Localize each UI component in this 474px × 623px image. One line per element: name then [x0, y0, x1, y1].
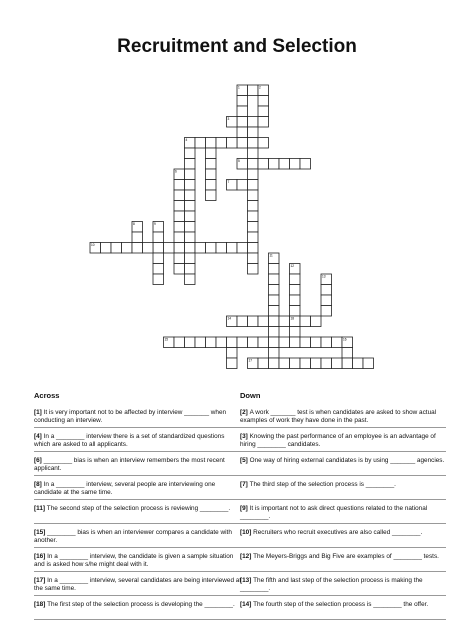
grid-cell[interactable]: [174, 201, 185, 212]
grid-cell[interactable]: [237, 127, 248, 138]
clue-number: [4]: [34, 433, 44, 440]
clue-number: [13]: [240, 577, 254, 584]
grid-cell[interactable]: [237, 337, 248, 348]
grid-cell[interactable]: [122, 243, 133, 254]
down-heading: Down: [240, 391, 261, 400]
grid-cell[interactable]: [342, 358, 353, 369]
grid-cell[interactable]: [269, 316, 280, 327]
clue-down-9: [240, 503, 446, 524]
grid-cell[interactable]: [321, 358, 332, 369]
cell-number: 15: [164, 337, 169, 342]
grid-cell[interactable]: [269, 274, 280, 285]
grid-cell[interactable]: [174, 211, 185, 222]
grid-cell[interactable]: [153, 243, 164, 254]
grid-cell[interactable]: [258, 337, 269, 348]
clue-text: In a ________ interview, several candidates are being interviewed at the same time.: [34, 577, 242, 592]
grid-cell[interactable]: [321, 295, 332, 306]
clue-number: [7]: [240, 481, 250, 488]
clue-text: The Meyers-Briggs and Big Five are examples of ________ tests.: [253, 553, 439, 560]
grid-cell[interactable]: [321, 285, 332, 296]
grid-cell[interactable]: [164, 243, 175, 254]
grid-cell[interactable]: [237, 316, 248, 327]
cell-number: 2: [259, 85, 261, 90]
grid-cell[interactable]: [227, 348, 238, 359]
grid-cell[interactable]: [290, 327, 301, 338]
grid-cell[interactable]: [195, 138, 206, 149]
grid-cell[interactable]: [153, 253, 164, 264]
clue-across-1: [34, 407, 242, 428]
clue-number: [2]: [240, 409, 250, 416]
grid-cell[interactable]: [185, 169, 196, 180]
cell-number: 4: [185, 138, 188, 142]
cell-number: 5: [238, 159, 240, 163]
clue-down-5: [240, 455, 446, 476]
cell-number: 11: [269, 253, 273, 258]
cell-number: 12: [290, 264, 295, 268]
clue-text: In a ________ interview there is a set of standardized questions which are asked to all applicants.: [34, 433, 225, 448]
grid-cell[interactable]: [321, 337, 332, 348]
grid-cell[interactable]: [206, 337, 217, 348]
grid-cell[interactable]: [174, 190, 185, 201]
clue-text: The second step of the selection process is reviewing ________.: [46, 505, 231, 512]
clue-down-2: [240, 407, 446, 428]
grid-cell[interactable]: [248, 253, 259, 264]
grid-cell[interactable]: [300, 358, 311, 369]
clue-text: It is important not to ask direct questions related to the national ________.: [240, 505, 428, 520]
grid-cell[interactable]: [248, 159, 259, 170]
grid-cell[interactable]: [269, 348, 280, 359]
clue-text: ________ bias is when an interview remembers the most recent applicant.: [34, 457, 225, 472]
grid-cell[interactable]: [153, 232, 164, 243]
grid-cell[interactable]: [248, 138, 259, 149]
grid-cell[interactable]: [353, 358, 364, 369]
clue-number: [18]: [34, 601, 48, 608]
grid-cell[interactable]: [174, 243, 185, 254]
grid-cell[interactable]: [290, 159, 301, 170]
clue-text: It is very important not to be affected by interview _______ when conducting an interview.: [34, 409, 227, 424]
grid-cell[interactable]: [311, 358, 322, 369]
clue-number: [8]: [34, 481, 44, 488]
grid-cell[interactable]: [248, 180, 259, 191]
grid-cell[interactable]: [206, 243, 217, 254]
grid-cell[interactable]: [269, 159, 280, 170]
grid-cell[interactable]: [132, 243, 143, 254]
cell-number: 9: [154, 222, 156, 226]
grid-cell[interactable]: [248, 243, 259, 254]
grid-cell[interactable]: [185, 253, 196, 264]
clue-across-15: [34, 527, 242, 548]
grid-cell[interactable]: [258, 316, 269, 327]
cell-number: 8: [133, 222, 135, 226]
grid-cell[interactable]: [258, 117, 269, 128]
grid-cell[interactable]: [227, 243, 238, 254]
grid-cell[interactable]: [300, 159, 311, 170]
clue-across-4: [34, 431, 242, 452]
grid-cell[interactable]: [195, 243, 206, 254]
grid-cell[interactable]: [185, 232, 196, 243]
grid-cell[interactable]: [290, 274, 301, 285]
clue-down-10: [240, 527, 446, 548]
clue-down-14: [240, 599, 446, 620]
grid-cell[interactable]: [153, 274, 164, 285]
grid-cell[interactable]: [290, 306, 301, 317]
grid-cell[interactable]: [195, 337, 206, 348]
grid-cell[interactable]: [248, 117, 259, 128]
clue-number: [11]: [34, 505, 47, 512]
grid-cell[interactable]: [206, 159, 217, 170]
clue-down-12: [240, 551, 446, 572]
grid-cell[interactable]: [206, 138, 217, 149]
grid-cell[interactable]: [311, 316, 322, 327]
clue-number: [1]: [34, 409, 44, 416]
grid-cell[interactable]: [185, 201, 196, 212]
grid-cell[interactable]: [290, 337, 301, 348]
clue-down-7: [240, 479, 446, 500]
grid-cell[interactable]: [269, 295, 280, 306]
grid-cell[interactable]: [300, 316, 311, 327]
grid-cell[interactable]: [258, 96, 269, 107]
clue-number: [17]: [34, 577, 48, 584]
grid-cell[interactable]: [206, 190, 217, 201]
grid-cell[interactable]: [153, 264, 164, 275]
grid-cell[interactable]: [174, 264, 185, 275]
clue-number: [3]: [240, 433, 250, 440]
clue-across-18: [34, 599, 242, 620]
clue-text: A work _______ test is when candidates are asked to show actual examples of work they have done in the past.: [240, 409, 437, 424]
grid-cell[interactable]: [258, 358, 269, 369]
grid-cell[interactable]: [342, 348, 353, 359]
page-title: Recruitment and Selection: [117, 36, 357, 57]
down-clues: [240, 392, 446, 623]
grid-cell[interactable]: [237, 138, 248, 149]
grid-cell[interactable]: [111, 243, 122, 254]
clue-across-17: [34, 575, 242, 596]
clue-down-3: [240, 431, 446, 452]
grid-cell[interactable]: [237, 180, 248, 191]
clue-number: [9]: [240, 505, 250, 512]
grid-cell[interactable]: [332, 358, 343, 369]
clue-number: [14]: [240, 601, 254, 608]
clue-number: [12]: [240, 553, 254, 560]
grid-cell[interactable]: [174, 337, 185, 348]
cell-number: 17: [248, 358, 253, 363]
grid-cell[interactable]: [185, 211, 196, 222]
clue-text: Recruiters who recruit executives are also called ________.: [253, 529, 423, 536]
grid-cell[interactable]: [279, 316, 290, 327]
grid-cell[interactable]: [248, 127, 259, 138]
grid-cell[interactable]: [101, 243, 112, 254]
cell-number: 18: [290, 316, 295, 321]
grid-cell[interactable]: [269, 337, 280, 348]
grid-cell[interactable]: [227, 358, 238, 369]
grid-cell[interactable]: [174, 222, 185, 233]
cell-number: 3: [227, 117, 230, 121]
clue-text: ________ bias is when an interviewer compares a candidate with another.: [34, 529, 232, 544]
grid-cell[interactable]: [185, 159, 196, 170]
clue-text: In a ________ interview, several people are interviewing one candidate at the same time.: [34, 481, 216, 496]
clue-down-13: [240, 575, 446, 596]
grid-cell[interactable]: [227, 337, 238, 348]
grid-cell[interactable]: [279, 337, 290, 348]
clue-text: In a ________ interview, the candidate is given a sample situation and is asked how s/he might deal with it.: [34, 553, 234, 568]
grid-cell[interactable]: [185, 180, 196, 191]
clue-text: One way of hiring external candidates is by using _______ agencies.: [249, 457, 445, 464]
cell-number: 13: [322, 274, 326, 279]
clue-across-6: [34, 455, 242, 476]
grid-cell[interactable]: [290, 358, 301, 369]
grid-cell[interactable]: [279, 358, 290, 369]
grid-cell[interactable]: [185, 274, 196, 285]
clue-number: [5]: [240, 457, 250, 464]
clue-text: The fourth step of the selection process is ________ the offer.: [253, 601, 429, 608]
grid-cell[interactable]: [185, 264, 196, 275]
clue-text: Knowing the past performance of an employee is an advantage of hiring ________ candidates.: [240, 433, 436, 448]
grid-cell[interactable]: [332, 337, 343, 348]
grid-cell[interactable]: [258, 159, 269, 170]
grid-cell[interactable]: [185, 148, 196, 159]
grid-cell[interactable]: [363, 358, 374, 369]
grid-cell[interactable]: [174, 180, 185, 191]
grid-cell[interactable]: [321, 306, 332, 317]
cell-number: 1: [238, 85, 240, 90]
grid-cell[interactable]: [216, 337, 227, 348]
cell-number: 14: [227, 316, 232, 321]
grid-cell[interactable]: [248, 222, 259, 233]
grid-cell[interactable]: [237, 243, 248, 254]
cell-number: 10: [91, 243, 95, 247]
grid-cell[interactable]: [248, 211, 259, 222]
grid-cell[interactable]: [174, 253, 185, 264]
grid-cell[interactable]: [269, 327, 280, 338]
grid-cell[interactable]: [248, 316, 259, 327]
grid-cell[interactable]: [216, 138, 227, 149]
grid-cell[interactable]: [290, 295, 301, 306]
grid-cell[interactable]: [269, 285, 280, 296]
grid-cell[interactable]: [290, 285, 301, 296]
grid-cell[interactable]: [206, 169, 217, 180]
clue-across-16: [34, 551, 242, 572]
grid-cell[interactable]: [185, 243, 196, 254]
clue-number: [10]: [240, 529, 254, 536]
clue-number: [6]: [34, 457, 44, 464]
grid-cell[interactable]: [248, 337, 259, 348]
clue-text: The third step of the selection process is ________.: [249, 481, 396, 488]
grid-cell[interactable]: [248, 232, 259, 243]
grid-cell[interactable]: [185, 222, 196, 233]
across-clues: [34, 392, 242, 623]
across-heading: Across: [34, 391, 60, 400]
clue-number: [16]: [34, 553, 48, 560]
grid-cell[interactable]: [227, 138, 238, 149]
clue-text: The fifth and last step of the selection process is making the ________.: [240, 577, 423, 592]
grid-cell[interactable]: [269, 358, 280, 369]
clue-across-8: [34, 479, 242, 500]
grid-cell[interactable]: [258, 138, 269, 149]
grid-cell[interactable]: [237, 96, 248, 107]
grid-cell[interactable]: [216, 243, 227, 254]
grid-cell[interactable]: [248, 148, 259, 159]
clue-text: The first step of the selection process is developing the ________.: [47, 601, 235, 608]
grid-cell[interactable]: [248, 201, 259, 212]
grid-cell[interactable]: [248, 85, 259, 96]
grid-cell[interactable]: [258, 106, 269, 117]
grid-cell[interactable]: [248, 264, 259, 275]
grid-cell[interactable]: [185, 337, 196, 348]
grid-cell[interactable]: [185, 190, 196, 201]
grid-cell[interactable]: [269, 264, 280, 275]
grid-cell[interactable]: [300, 337, 311, 348]
grid-cell[interactable]: [248, 169, 259, 180]
grid-cell[interactable]: [206, 148, 217, 159]
grid-cell[interactable]: [237, 117, 248, 128]
clue-across-11: [34, 503, 242, 524]
grid-cell[interactable]: [269, 306, 280, 317]
cell-number: 16: [343, 337, 347, 342]
grid-cell[interactable]: [279, 159, 290, 170]
cell-number: 6: [175, 169, 177, 174]
grid-cell[interactable]: [174, 232, 185, 243]
grid-cell[interactable]: [143, 243, 154, 254]
clue-number: [15]: [34, 529, 48, 536]
grid-cell[interactable]: [206, 180, 217, 191]
cell-number: 7: [227, 180, 230, 184]
grid-cell[interactable]: [132, 232, 143, 243]
grid-cell[interactable]: [237, 106, 248, 117]
grid-cell[interactable]: [248, 190, 259, 201]
grid-cell[interactable]: [311, 337, 322, 348]
